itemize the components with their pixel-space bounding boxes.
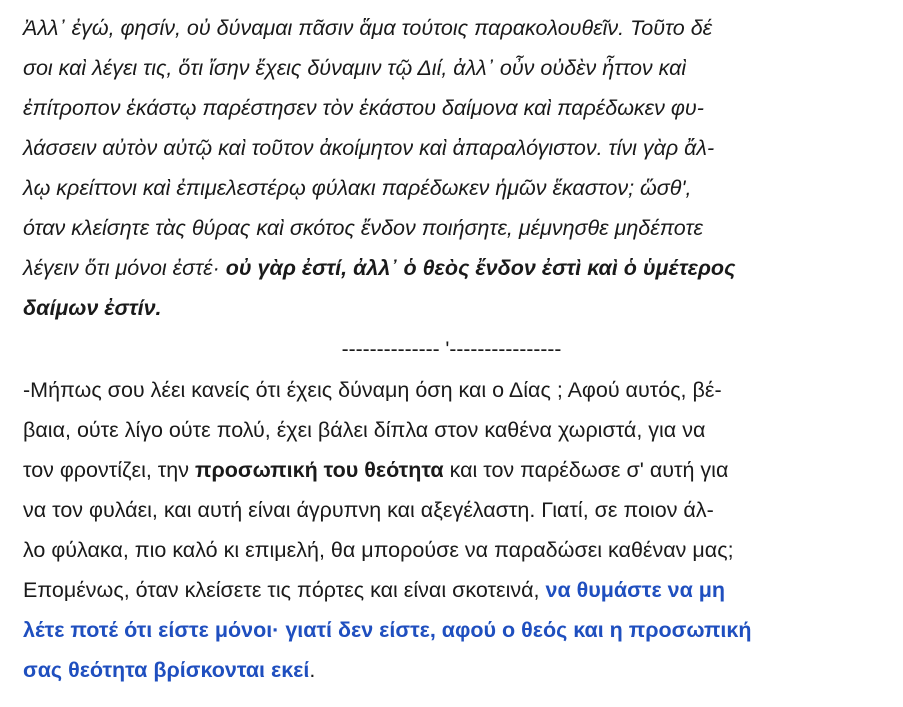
ancient-line-8: δαίμων ἐστίν. bbox=[23, 296, 162, 320]
modern-line-3-post: και τον παρέδωσε σ' αυτή για bbox=[443, 458, 729, 482]
ancient-line-6: όταν κλείσητε τὰς θύρας καὶ σκότος ἔνδον ποιήσητε, μέμνησθε μηδέποτε bbox=[23, 216, 703, 240]
modern-line-6-plain: Επομένως, όταν κλείσετε τις πόρτες και είναι σκοτεινά, bbox=[23, 578, 546, 602]
ancient-line-4: λάσσειν αὐτὸν αὐτῷ καὶ τοῦτον ἀκοίμητον καὶ ἀπαραλόγιστον. τίνι γὰρ ἄλ- bbox=[23, 136, 715, 160]
modern-line-3-bold: προσωπική του θεότητα bbox=[194, 458, 444, 482]
modern-line-6 bbox=[23, 576, 725, 604]
ancient-line-5: λῳ κρείττονι καὶ ἐπιμελεστέρῳ φύλακι παρέδωκεν ἡμῶν ἕκαστον; ὥσθ', bbox=[23, 176, 692, 200]
modern-line-5: λο φύλακα, πιο καλό κι επιμελή, θα μπορούσε να παραδώσει καθέναν μας; bbox=[23, 538, 734, 562]
modern-line-1: -Μήπως σου λέει κανείς ότι έχεις δύναμη όση και ο Δίας ; Αφού αυτός, βέ- bbox=[23, 378, 722, 402]
ancient-line-1: Ἀλλ᾽ ἐγώ, φησίν, οὐ δύναμαι πᾶσιν ἅμα τούτοις παρακολουθεῖν. Τοῦτο δέ bbox=[23, 16, 713, 40]
modern-line-3 bbox=[23, 456, 728, 484]
modern-line-2: βαια, ούτε λίγο ούτε πολύ, έχει βάλει δίπλα στον καθένα χωριστά, για να bbox=[23, 418, 706, 442]
modern-line-8-blue: σας θεότητα βρίσκονται εκεί bbox=[23, 658, 310, 682]
modern-line-6-blue: να θυμάστε να μη bbox=[545, 578, 726, 602]
modern-line-7: λέτε ποτέ ότι είστε μόνοι· γιατί δεν είστε, αφού ο θεός και η προσωπική bbox=[23, 618, 752, 642]
modern-line-8-end: . bbox=[309, 658, 316, 682]
modern-line-4: να τον φυλάει, και αυτή είναι άγρυπνη και αξεγέλαστη. Γιατί, σε ποιον άλ- bbox=[23, 498, 714, 522]
modern-line-8 bbox=[23, 656, 315, 684]
modern-line-3-pre: τον φροντίζει, την bbox=[23, 458, 195, 482]
ancient-line-2: σοι καὶ λέγει τις, ὅτι ἴσην ἔχεις δύναμιν τῷ Διί, ἀλλ᾽ οὖν οὐδὲν ἧττον καὶ bbox=[23, 56, 687, 80]
ancient-line-7-plain: λέγειν ὅτι μόνοι ἐστέ· bbox=[23, 256, 226, 280]
ancient-line-3: ἐπίτροπον ἑκάστῳ παρέστησεν τὸν ἑκάστου δαίμονα καὶ παρέδωκεν φυ- bbox=[23, 96, 704, 120]
section-separator: -------------- '---------------- bbox=[341, 338, 562, 361]
ancient-line-7 bbox=[23, 254, 735, 282]
ancient-line-7-bold: οὐ γὰρ ἐστί, ἀλλ᾽ ὁ θεὸς ἔνδον ἐστὶ καὶ ὁ ὑμέτερος bbox=[225, 256, 736, 280]
